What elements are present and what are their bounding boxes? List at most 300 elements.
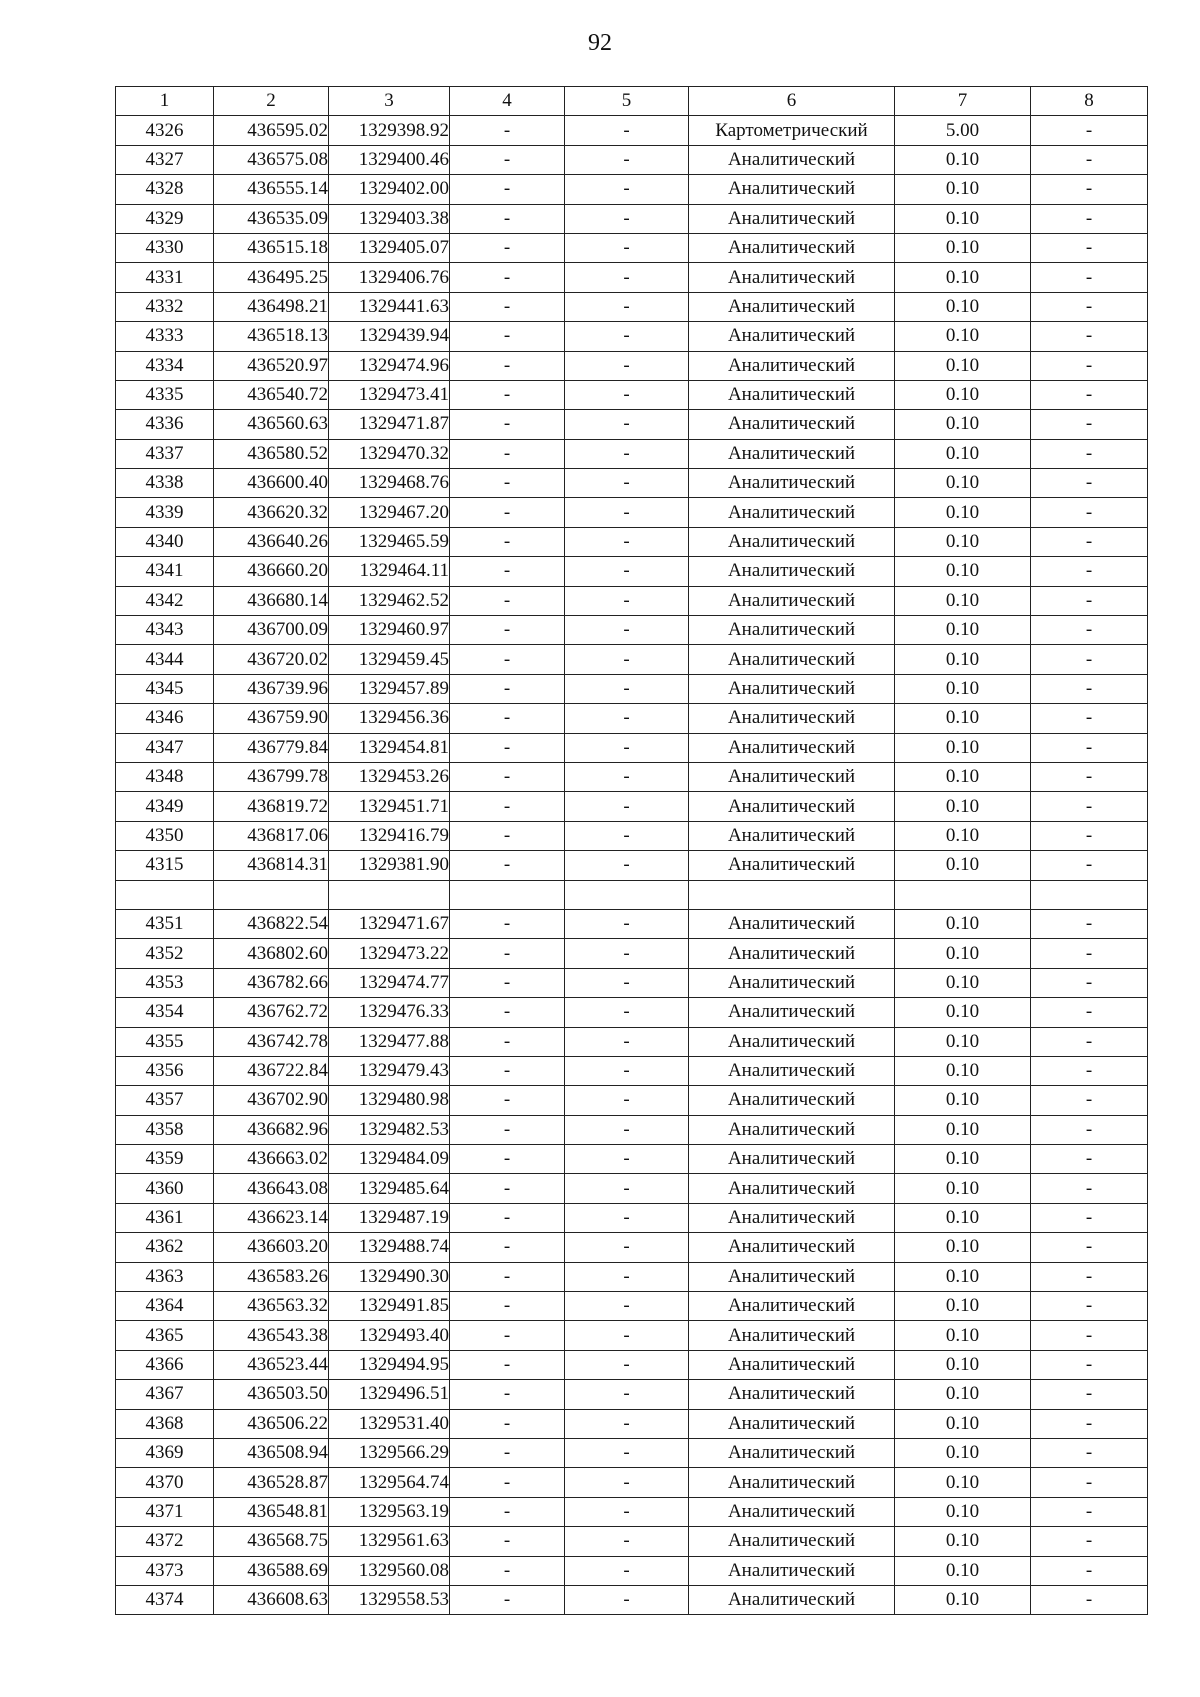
point-number-cell: 4327 <box>116 145 214 174</box>
x-coordinate-cell: 436620.32 <box>214 498 329 527</box>
column-8-cell: - <box>1031 762 1148 791</box>
column-5-cell: - <box>565 1262 689 1291</box>
column-8-cell: - <box>1031 674 1148 703</box>
y-coordinate-cell: 1329561.63 <box>329 1527 450 1556</box>
point-number-cell: 4352 <box>116 939 214 968</box>
point-number-cell: 4351 <box>116 909 214 938</box>
accuracy-cell: 0.10 <box>895 204 1031 233</box>
column-8-cell: - <box>1031 469 1148 498</box>
table-row <box>116 1556 1148 1585</box>
x-coordinate-cell: 436575.08 <box>214 145 329 174</box>
x-coordinate-cell: 436523.44 <box>214 1350 329 1379</box>
y-coordinate-cell: 1329490.30 <box>329 1262 450 1291</box>
point-number-cell <box>116 880 214 909</box>
y-coordinate-cell: 1329456.36 <box>329 704 450 733</box>
y-coordinate-cell: 1329494.95 <box>329 1350 450 1379</box>
accuracy-cell: 0.10 <box>895 498 1031 527</box>
y-coordinate-cell: 1329474.96 <box>329 351 450 380</box>
table-row <box>116 1438 1148 1467</box>
column-4-cell: - <box>450 116 565 145</box>
column-4-cell: - <box>450 674 565 703</box>
column-8-cell: - <box>1031 1027 1148 1056</box>
column-4-cell: - <box>450 792 565 821</box>
method-cell: Аналитический <box>689 1203 895 1232</box>
column-8-cell: - <box>1031 939 1148 968</box>
y-coordinate-cell: 1329477.88 <box>329 1027 450 1056</box>
column-8-cell: - <box>1031 1056 1148 1085</box>
y-coordinate-cell: 1329563.19 <box>329 1497 450 1526</box>
accuracy-cell: 0.10 <box>895 616 1031 645</box>
column-4-cell: - <box>450 939 565 968</box>
method-cell: Аналитический <box>689 351 895 380</box>
point-number-cell: 4362 <box>116 1233 214 1262</box>
x-coordinate-cell: 436817.06 <box>214 821 329 850</box>
method-cell: Аналитический <box>689 909 895 938</box>
method-cell: Аналитический <box>689 674 895 703</box>
accuracy-cell: 0.10 <box>895 1027 1031 1056</box>
y-coordinate-cell <box>329 880 450 909</box>
table-row <box>116 439 1148 468</box>
point-number-cell: 4358 <box>116 1115 214 1144</box>
x-coordinate-cell: 436595.02 <box>214 116 329 145</box>
point-number-cell: 4332 <box>116 292 214 321</box>
column-4-cell: - <box>450 1556 565 1585</box>
column-5-cell: - <box>565 762 689 791</box>
point-number-cell: 4349 <box>116 792 214 821</box>
column-5-cell: - <box>565 527 689 556</box>
column-8-cell: - <box>1031 792 1148 821</box>
accuracy-cell: 0.10 <box>895 1262 1031 1291</box>
column-4-cell: - <box>450 557 565 586</box>
column-4-cell: - <box>450 175 565 204</box>
x-coordinate-cell: 436603.20 <box>214 1233 329 1262</box>
column-4-cell: - <box>450 1056 565 1085</box>
column-8-cell: - <box>1031 1527 1148 1556</box>
method-cell: Аналитический <box>689 145 895 174</box>
x-coordinate-cell: 436498.21 <box>214 292 329 321</box>
column-4-cell: - <box>450 204 565 233</box>
accuracy-cell: 0.10 <box>895 792 1031 821</box>
table-row <box>116 322 1148 351</box>
table-row <box>116 1115 1148 1144</box>
x-coordinate-cell: 436583.26 <box>214 1262 329 1291</box>
column-8-cell: - <box>1031 498 1148 527</box>
x-coordinate-cell: 436515.18 <box>214 233 329 262</box>
point-number-cell: 4354 <box>116 998 214 1027</box>
x-coordinate-cell: 436799.78 <box>214 762 329 791</box>
x-coordinate-cell: 436528.87 <box>214 1468 329 1497</box>
column-8-cell: - <box>1031 1203 1148 1232</box>
table-row <box>116 1056 1148 1085</box>
point-number-cell: 4364 <box>116 1292 214 1321</box>
accuracy-cell: 0.10 <box>895 1468 1031 1497</box>
y-coordinate-cell: 1329491.85 <box>329 1292 450 1321</box>
column-header: 2 <box>214 87 329 116</box>
column-4-cell: - <box>450 1409 565 1438</box>
y-coordinate-cell: 1329400.46 <box>329 145 450 174</box>
method-cell: Аналитический <box>689 1527 895 1556</box>
accuracy-cell: 0.10 <box>895 1497 1031 1526</box>
column-5-cell: - <box>565 1203 689 1232</box>
accuracy-cell: 0.10 <box>895 1409 1031 1438</box>
column-header: 7 <box>895 87 1031 116</box>
column-8-cell: - <box>1031 998 1148 1027</box>
method-cell: Аналитический <box>689 616 895 645</box>
column-8-cell: - <box>1031 116 1148 145</box>
column-5-cell <box>565 880 689 909</box>
column-header: 6 <box>689 87 895 116</box>
method-cell: Картометрический <box>689 116 895 145</box>
y-coordinate-cell: 1329479.43 <box>329 1056 450 1085</box>
x-coordinate-cell: 436682.96 <box>214 1115 329 1144</box>
y-coordinate-cell: 1329473.22 <box>329 939 450 968</box>
table-row <box>116 380 1148 409</box>
column-4-cell: - <box>450 380 565 409</box>
point-number-cell: 4365 <box>116 1321 214 1350</box>
point-number-cell: 4356 <box>116 1056 214 1085</box>
accuracy-cell: 0.10 <box>895 1056 1031 1085</box>
table-row <box>116 704 1148 733</box>
y-coordinate-cell: 1329398.92 <box>329 116 450 145</box>
column-5-cell: - <box>565 1438 689 1467</box>
column-5-cell: - <box>565 1585 689 1614</box>
column-5-cell: - <box>565 1350 689 1379</box>
column-4-cell: - <box>450 968 565 997</box>
column-8-cell: - <box>1031 1556 1148 1585</box>
column-5-cell: - <box>565 968 689 997</box>
method-cell: Аналитический <box>689 263 895 292</box>
y-coordinate-cell: 1329470.32 <box>329 439 450 468</box>
accuracy-cell: 0.10 <box>895 851 1031 880</box>
method-cell: Аналитический <box>689 527 895 556</box>
accuracy-cell: 0.10 <box>895 674 1031 703</box>
y-coordinate-cell: 1329453.26 <box>329 762 450 791</box>
column-5-cell: - <box>565 1086 689 1115</box>
column-5-cell: - <box>565 704 689 733</box>
table-row <box>116 880 1148 909</box>
accuracy-cell <box>895 880 1031 909</box>
column-5-cell: - <box>565 557 689 586</box>
method-cell: Аналитический <box>689 175 895 204</box>
accuracy-cell: 0.10 <box>895 292 1031 321</box>
column-5-cell: - <box>565 439 689 468</box>
column-8-cell: - <box>1031 557 1148 586</box>
column-4-cell: - <box>450 1438 565 1467</box>
column-5-cell: - <box>565 1027 689 1056</box>
column-8-cell: - <box>1031 410 1148 439</box>
column-8-cell: - <box>1031 380 1148 409</box>
column-8-cell: - <box>1031 1409 1148 1438</box>
accuracy-cell: 0.10 <box>895 909 1031 938</box>
table-row <box>116 116 1148 145</box>
y-coordinate-cell: 1329454.81 <box>329 733 450 762</box>
accuracy-cell: 0.10 <box>895 233 1031 262</box>
column-4-cell: - <box>450 527 565 556</box>
column-8-cell: - <box>1031 616 1148 645</box>
method-cell <box>689 880 895 909</box>
column-4-cell: - <box>450 322 565 351</box>
y-coordinate-cell: 1329464.11 <box>329 557 450 586</box>
column-4-cell: - <box>450 909 565 938</box>
table-row <box>116 733 1148 762</box>
point-number-cell: 4353 <box>116 968 214 997</box>
column-5-cell: - <box>565 1409 689 1438</box>
table-row <box>116 469 1148 498</box>
method-cell: Аналитический <box>689 1350 895 1379</box>
accuracy-cell: 0.10 <box>895 762 1031 791</box>
column-5-cell: - <box>565 1468 689 1497</box>
table-row <box>116 527 1148 556</box>
column-8-cell: - <box>1031 645 1148 674</box>
y-coordinate-cell: 1329406.76 <box>329 263 450 292</box>
table-row <box>116 1027 1148 1056</box>
point-number-cell: 4350 <box>116 821 214 850</box>
point-number-cell: 4333 <box>116 322 214 351</box>
table-row <box>116 1203 1148 1232</box>
y-coordinate-cell: 1329405.07 <box>329 233 450 262</box>
method-cell: Аналитический <box>689 821 895 850</box>
column-8-cell: - <box>1031 204 1148 233</box>
column-8-cell <box>1031 880 1148 909</box>
column-8-cell: - <box>1031 1497 1148 1526</box>
method-cell: Аналитический <box>689 233 895 262</box>
x-coordinate-cell: 436739.96 <box>214 674 329 703</box>
column-5-cell: - <box>565 1527 689 1556</box>
x-coordinate-cell: 436623.14 <box>214 1203 329 1232</box>
method-cell: Аналитический <box>689 586 895 615</box>
column-4-cell: - <box>450 1174 565 1203</box>
accuracy-cell: 0.10 <box>895 322 1031 351</box>
column-4-cell: - <box>450 233 565 262</box>
method-cell: Аналитический <box>689 704 895 733</box>
y-coordinate-cell: 1329480.98 <box>329 1086 450 1115</box>
accuracy-cell: 0.10 <box>895 939 1031 968</box>
method-cell: Аналитический <box>689 733 895 762</box>
column-8-cell: - <box>1031 233 1148 262</box>
column-4-cell: - <box>450 645 565 674</box>
column-4-cell: - <box>450 439 565 468</box>
column-4-cell: - <box>450 733 565 762</box>
y-coordinate-cell: 1329476.33 <box>329 998 450 1027</box>
column-header: 1 <box>116 87 214 116</box>
method-cell: Аналитический <box>689 439 895 468</box>
column-4-cell: - <box>450 410 565 439</box>
table-row <box>116 233 1148 262</box>
point-number-cell: 4361 <box>116 1203 214 1232</box>
table-row <box>116 145 1148 174</box>
column-5-cell: - <box>565 351 689 380</box>
x-coordinate-cell: 436782.66 <box>214 968 329 997</box>
column-header: 3 <box>329 87 450 116</box>
accuracy-cell: 0.10 <box>895 1350 1031 1379</box>
method-cell: Аналитический <box>689 498 895 527</box>
x-coordinate-cell: 436660.20 <box>214 557 329 586</box>
x-coordinate-cell: 436543.38 <box>214 1321 329 1350</box>
method-cell: Аналитический <box>689 322 895 351</box>
column-4-cell: - <box>450 1233 565 1262</box>
method-cell: Аналитический <box>689 380 895 409</box>
x-coordinate-cell: 436568.75 <box>214 1527 329 1556</box>
column-5-cell: - <box>565 586 689 615</box>
y-coordinate-cell: 1329451.71 <box>329 792 450 821</box>
accuracy-cell: 0.10 <box>895 821 1031 850</box>
column-5-cell: - <box>565 674 689 703</box>
column-5-cell: - <box>565 1380 689 1409</box>
method-cell: Аналитический <box>689 1056 895 1085</box>
column-4-cell: - <box>450 998 565 1027</box>
column-4-cell: - <box>450 145 565 174</box>
accuracy-cell: 0.10 <box>895 351 1031 380</box>
method-cell: Аналитический <box>689 1145 895 1174</box>
table-row <box>116 1086 1148 1115</box>
x-coordinate-cell: 436520.97 <box>214 351 329 380</box>
column-5-cell: - <box>565 645 689 674</box>
x-coordinate-cell: 436802.60 <box>214 939 329 968</box>
y-coordinate-cell: 1329416.79 <box>329 821 450 850</box>
table-row <box>116 1321 1148 1350</box>
column-8-cell: - <box>1031 968 1148 997</box>
column-5-cell: - <box>565 1292 689 1321</box>
column-4-cell: - <box>450 1203 565 1232</box>
table-row <box>116 909 1148 938</box>
table-row <box>116 498 1148 527</box>
column-8-cell: - <box>1031 1585 1148 1614</box>
table-row <box>116 175 1148 204</box>
method-cell: Аналитический <box>689 851 895 880</box>
column-5-cell: - <box>565 175 689 204</box>
y-coordinate-cell: 1329471.87 <box>329 410 450 439</box>
point-number-cell: 4368 <box>116 1409 214 1438</box>
point-number-cell: 4339 <box>116 498 214 527</box>
table-row <box>116 1497 1148 1526</box>
x-coordinate-cell: 436555.14 <box>214 175 329 204</box>
y-coordinate-cell: 1329441.63 <box>329 292 450 321</box>
accuracy-cell: 0.10 <box>895 380 1031 409</box>
point-number-cell: 4341 <box>116 557 214 586</box>
method-cell: Аналитический <box>689 1174 895 1203</box>
point-number-cell: 4329 <box>116 204 214 233</box>
table-row <box>116 1233 1148 1262</box>
accuracy-cell: 0.10 <box>895 645 1031 674</box>
column-8-cell: - <box>1031 145 1148 174</box>
column-4-cell <box>450 880 565 909</box>
column-4-cell: - <box>450 616 565 645</box>
y-coordinate-cell: 1329488.74 <box>329 1233 450 1262</box>
x-coordinate-cell: 436643.08 <box>214 1174 329 1203</box>
y-coordinate-cell: 1329439.94 <box>329 322 450 351</box>
x-coordinate-cell: 436663.02 <box>214 1145 329 1174</box>
y-coordinate-cell: 1329462.52 <box>329 586 450 615</box>
method-cell: Аналитический <box>689 204 895 233</box>
y-coordinate-cell: 1329531.40 <box>329 1409 450 1438</box>
column-4-cell: - <box>450 1115 565 1144</box>
column-5-cell: - <box>565 1056 689 1085</box>
point-number-cell: 4336 <box>116 410 214 439</box>
table-row <box>116 1262 1148 1291</box>
table-row <box>116 1350 1148 1379</box>
accuracy-cell: 0.10 <box>895 968 1031 997</box>
method-cell: Аналитический <box>689 1086 895 1115</box>
point-number-cell: 4345 <box>116 674 214 703</box>
column-8-cell: - <box>1031 1174 1148 1203</box>
accuracy-cell: 0.10 <box>895 1585 1031 1614</box>
method-cell: Аналитический <box>689 1115 895 1144</box>
table-row <box>116 586 1148 615</box>
x-coordinate-cell: 436722.84 <box>214 1056 329 1085</box>
y-coordinate-cell: 1329558.53 <box>329 1585 450 1614</box>
method-cell: Аналитический <box>689 968 895 997</box>
x-coordinate-cell: 436700.09 <box>214 616 329 645</box>
column-header: 8 <box>1031 87 1148 116</box>
table-row <box>116 292 1148 321</box>
x-coordinate-cell: 436822.54 <box>214 909 329 938</box>
method-cell: Аналитический <box>689 557 895 586</box>
column-4-cell: - <box>450 586 565 615</box>
x-coordinate-cell: 436640.26 <box>214 527 329 556</box>
point-number-cell: 4357 <box>116 1086 214 1115</box>
column-4-cell: - <box>450 1086 565 1115</box>
table-row <box>116 674 1148 703</box>
point-number-cell: 4326 <box>116 116 214 145</box>
x-coordinate-cell: 436580.52 <box>214 439 329 468</box>
point-number-cell: 4340 <box>116 527 214 556</box>
point-number-cell: 4363 <box>116 1262 214 1291</box>
table-row <box>116 939 1148 968</box>
accuracy-cell: 0.10 <box>895 586 1031 615</box>
column-5-cell: - <box>565 821 689 850</box>
table-row <box>116 1468 1148 1497</box>
column-8-cell: - <box>1031 1262 1148 1291</box>
column-8-cell: - <box>1031 263 1148 292</box>
method-cell: Аналитический <box>689 1468 895 1497</box>
x-coordinate-cell: 436779.84 <box>214 733 329 762</box>
accuracy-cell: 0.10 <box>895 733 1031 762</box>
x-coordinate-cell: 436548.81 <box>214 1497 329 1526</box>
table-row <box>116 851 1148 880</box>
y-coordinate-cell: 1329402.00 <box>329 175 450 204</box>
point-number-cell: 4338 <box>116 469 214 498</box>
point-number-cell: 4371 <box>116 1497 214 1526</box>
column-5-cell: - <box>565 792 689 821</box>
column-4-cell: - <box>450 469 565 498</box>
column-5-cell: - <box>565 939 689 968</box>
column-4-cell: - <box>450 1380 565 1409</box>
point-number-cell: 4373 <box>116 1556 214 1585</box>
column-8-cell: - <box>1031 1350 1148 1379</box>
column-5-cell: - <box>565 498 689 527</box>
accuracy-cell: 0.10 <box>895 1438 1031 1467</box>
column-8-cell: - <box>1031 1468 1148 1497</box>
column-5-cell: - <box>565 263 689 292</box>
column-5-cell: - <box>565 469 689 498</box>
y-coordinate-cell: 1329381.90 <box>329 851 450 880</box>
column-4-cell: - <box>450 1292 565 1321</box>
method-cell: Аналитический <box>689 410 895 439</box>
x-coordinate-cell: 436608.63 <box>214 1585 329 1614</box>
accuracy-cell: 0.10 <box>895 1380 1031 1409</box>
method-cell: Аналитический <box>689 792 895 821</box>
column-4-cell: - <box>450 498 565 527</box>
point-number-cell: 4335 <box>116 380 214 409</box>
method-cell: Аналитический <box>689 1027 895 1056</box>
y-coordinate-cell: 1329471.67 <box>329 909 450 938</box>
column-5-cell: - <box>565 733 689 762</box>
column-8-cell: - <box>1031 1086 1148 1115</box>
y-coordinate-cell: 1329496.51 <box>329 1380 450 1409</box>
table-row <box>116 1145 1148 1174</box>
column-5-cell: - <box>565 909 689 938</box>
column-8-cell: - <box>1031 1233 1148 1262</box>
